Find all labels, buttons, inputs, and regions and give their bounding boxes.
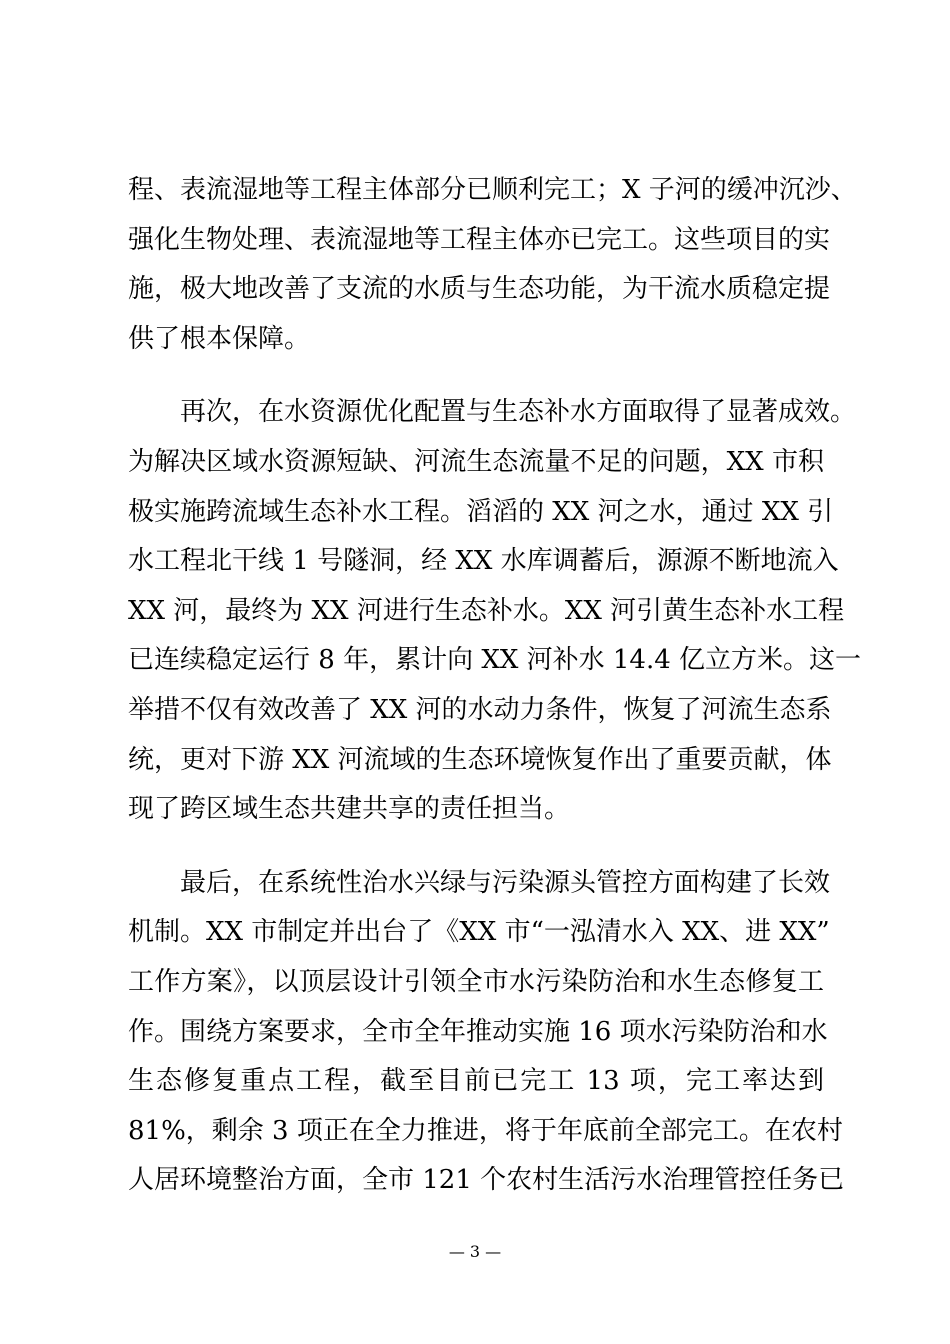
text-line: 81%，剩余 3 项正在全力推进，将于年底前全部完工。在农村 (128, 1115, 843, 1146)
text-line: 统，更对下游 XX 河流域的生态环境恢复作出了重要贡献，体 (128, 744, 832, 775)
document-body (128, 166, 862, 1206)
text-line: 极实施跨流域生态补水工程。滔滔的 XX 河之水，通过 XX 引 (128, 496, 834, 527)
page-number: — 3 — (448, 1242, 502, 1261)
text-line: 供了根本保障。 (128, 323, 311, 354)
text-line: XX 河，最终为 XX 河进行生态补水。XX 河引黄生态补水工程 (128, 595, 845, 626)
text-line: 为解决区域水资源短缺、河流生态流量不足的问题，XX 市积 (128, 446, 824, 477)
text-line: 强化生物处理、表流湿地等工程主体亦已完工。这些项目的实 (128, 224, 831, 255)
text-line: 水工程北干线 1 号隧洞，经 XX 水库调蓄后，源源不断地流入 (128, 546, 839, 577)
text-line: 已连续稳定运行 8 年，累计向 XX 河补水 14.4 亿立方米。这一 (128, 645, 862, 676)
text-line: 工作方案》，以顶层设计引领全市水污染防治和水生态修复工 (128, 966, 824, 997)
text-line: 人居环境整治方面，全市 121 个农村生活污水治理管控任务已 (128, 1165, 845, 1196)
paragraph (128, 388, 862, 834)
text-line: 生态修复重点工程，截至目前已完工 13 项，完工率达到 (128, 1066, 824, 1097)
paragraph-gap (128, 835, 824, 859)
text-line: 施，极大地改善了支流的水质与生态功能，为干流水质稳定提 (128, 274, 831, 305)
text-line: 现了跨区域生态共建共享的责任担当。 (128, 794, 571, 825)
paragraph (128, 859, 845, 1206)
text-line: 最后，在系统性治水兴绿与污染源头管控方面构建了长效 (180, 867, 831, 898)
text-line: 机制。XX 市制定并出台了《XX 市“一泓清水入 XX、进 XX” (128, 917, 830, 948)
paragraph-gap (128, 364, 824, 388)
paragraph (128, 166, 857, 364)
text-line: 作。围绕方案要求，全市全年推动实施 16 项水污染防治和水 (128, 1016, 828, 1047)
text-line: 程、表流湿地等工程主体部分已顺利完工；X 子河的缓冲沉沙、 (128, 175, 857, 205)
text-line: 举措不仅有效改善了 XX 河的水动力条件，恢复了河流生态系 (128, 694, 832, 725)
text-line: 再次，在水资源优化配置与生态补水方面取得了显著成效。 (180, 397, 857, 428)
